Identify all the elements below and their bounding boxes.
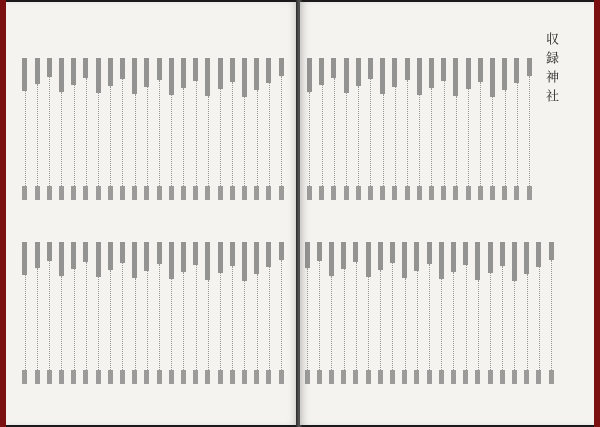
- index-entry-column: [253, 242, 260, 392]
- index-entry-column: [45, 242, 52, 392]
- index-entry-column: [265, 58, 272, 208]
- index-entry-column: [167, 58, 174, 208]
- index-entry-column: [277, 58, 284, 208]
- index-entry-column: [523, 242, 530, 392]
- index-entry-column: [131, 242, 138, 392]
- index-entry-column: [401, 242, 408, 392]
- index-entry-column: [452, 58, 459, 208]
- index-entry-column: [155, 58, 162, 208]
- book-edge-right: [594, 0, 600, 427]
- index-entry-column: [192, 242, 199, 392]
- index-entry-column: [427, 58, 434, 208]
- index-entry-column: [204, 58, 211, 208]
- index-entry-column: [403, 58, 410, 208]
- index-entry-column: [413, 242, 420, 392]
- index-entry-column: [57, 58, 64, 208]
- index-entry-column: [352, 242, 359, 392]
- index-entry-column: [167, 242, 174, 392]
- index-entry-column: [94, 242, 101, 392]
- index-entry-column: [525, 58, 532, 208]
- index-entry-column: [510, 242, 517, 392]
- index-entry-column: [449, 242, 456, 392]
- index-entry-column: [204, 242, 211, 392]
- index-entry-column: [488, 58, 495, 208]
- index-entry-column: [391, 58, 398, 208]
- index-entry-column: [33, 242, 40, 392]
- index-entry-column: [143, 58, 150, 208]
- index-entry-column: [474, 242, 481, 392]
- index-entry-column: [57, 242, 64, 392]
- index-entry-column: [366, 58, 373, 208]
- index-entry-column: [155, 242, 162, 392]
- index-entry-column: [425, 242, 432, 392]
- index-entry-column: [179, 58, 186, 208]
- section-title: 収録神社: [543, 32, 558, 108]
- index-entry-column: [342, 58, 349, 208]
- index-entry-column: [70, 242, 77, 392]
- index-entry-column: [513, 58, 520, 208]
- index-entry-column: [437, 242, 444, 392]
- index-entry-column: [106, 242, 113, 392]
- index-entry-column: [265, 242, 272, 392]
- index-entry-column: [21, 58, 28, 208]
- index-entry-column: [547, 242, 554, 392]
- index-entry-column: [21, 242, 28, 392]
- index-entry-column: [498, 242, 505, 392]
- index-entry-column: [216, 58, 223, 208]
- index-entry-column: [501, 58, 508, 208]
- index-entry-column: [379, 58, 386, 208]
- index-entry-column: [192, 58, 199, 208]
- index-entry-column: [131, 58, 138, 208]
- index-entry-column: [327, 242, 334, 392]
- index-entry-column: [388, 242, 395, 392]
- index-entry-column: [354, 58, 361, 208]
- index-entry-column: [118, 58, 125, 208]
- page-right: [300, 2, 594, 425]
- index-entry-column: [106, 58, 113, 208]
- index-entry-column: [82, 242, 89, 392]
- index-entry-column: [94, 58, 101, 208]
- page-left: [6, 2, 298, 425]
- index-entry-column: [318, 58, 325, 208]
- index-entry-column: [486, 242, 493, 392]
- index-entry-column: [277, 242, 284, 392]
- index-entry-column: [315, 242, 322, 392]
- index-entry-column: [240, 242, 247, 392]
- index-entry-column: [476, 58, 483, 208]
- index-entry-column: [462, 242, 469, 392]
- index-entry-column: [440, 58, 447, 208]
- index-entry-column: [118, 242, 125, 392]
- index-entry-column: [330, 58, 337, 208]
- index-entry-column: [415, 58, 422, 208]
- index-entry-column: [179, 242, 186, 392]
- index-entry-column: [340, 242, 347, 392]
- index-entry-column: [216, 242, 223, 392]
- index-entry-column: [45, 58, 52, 208]
- index-entry-column: [303, 242, 310, 392]
- index-entry-column: [82, 58, 89, 208]
- index-entry-column: [464, 58, 471, 208]
- index-entry-column: [33, 58, 40, 208]
- index-entry-column: [228, 58, 235, 208]
- index-entry-column: [253, 58, 260, 208]
- index-entry-column: [376, 242, 383, 392]
- index-entry-column: [240, 58, 247, 208]
- index-entry-column: [535, 242, 542, 392]
- index-entry-column: [228, 242, 235, 392]
- index-entry-column: [364, 242, 371, 392]
- index-entry-column: [70, 58, 77, 208]
- index-entry-column: [143, 242, 150, 392]
- index-entry-column: [305, 58, 312, 208]
